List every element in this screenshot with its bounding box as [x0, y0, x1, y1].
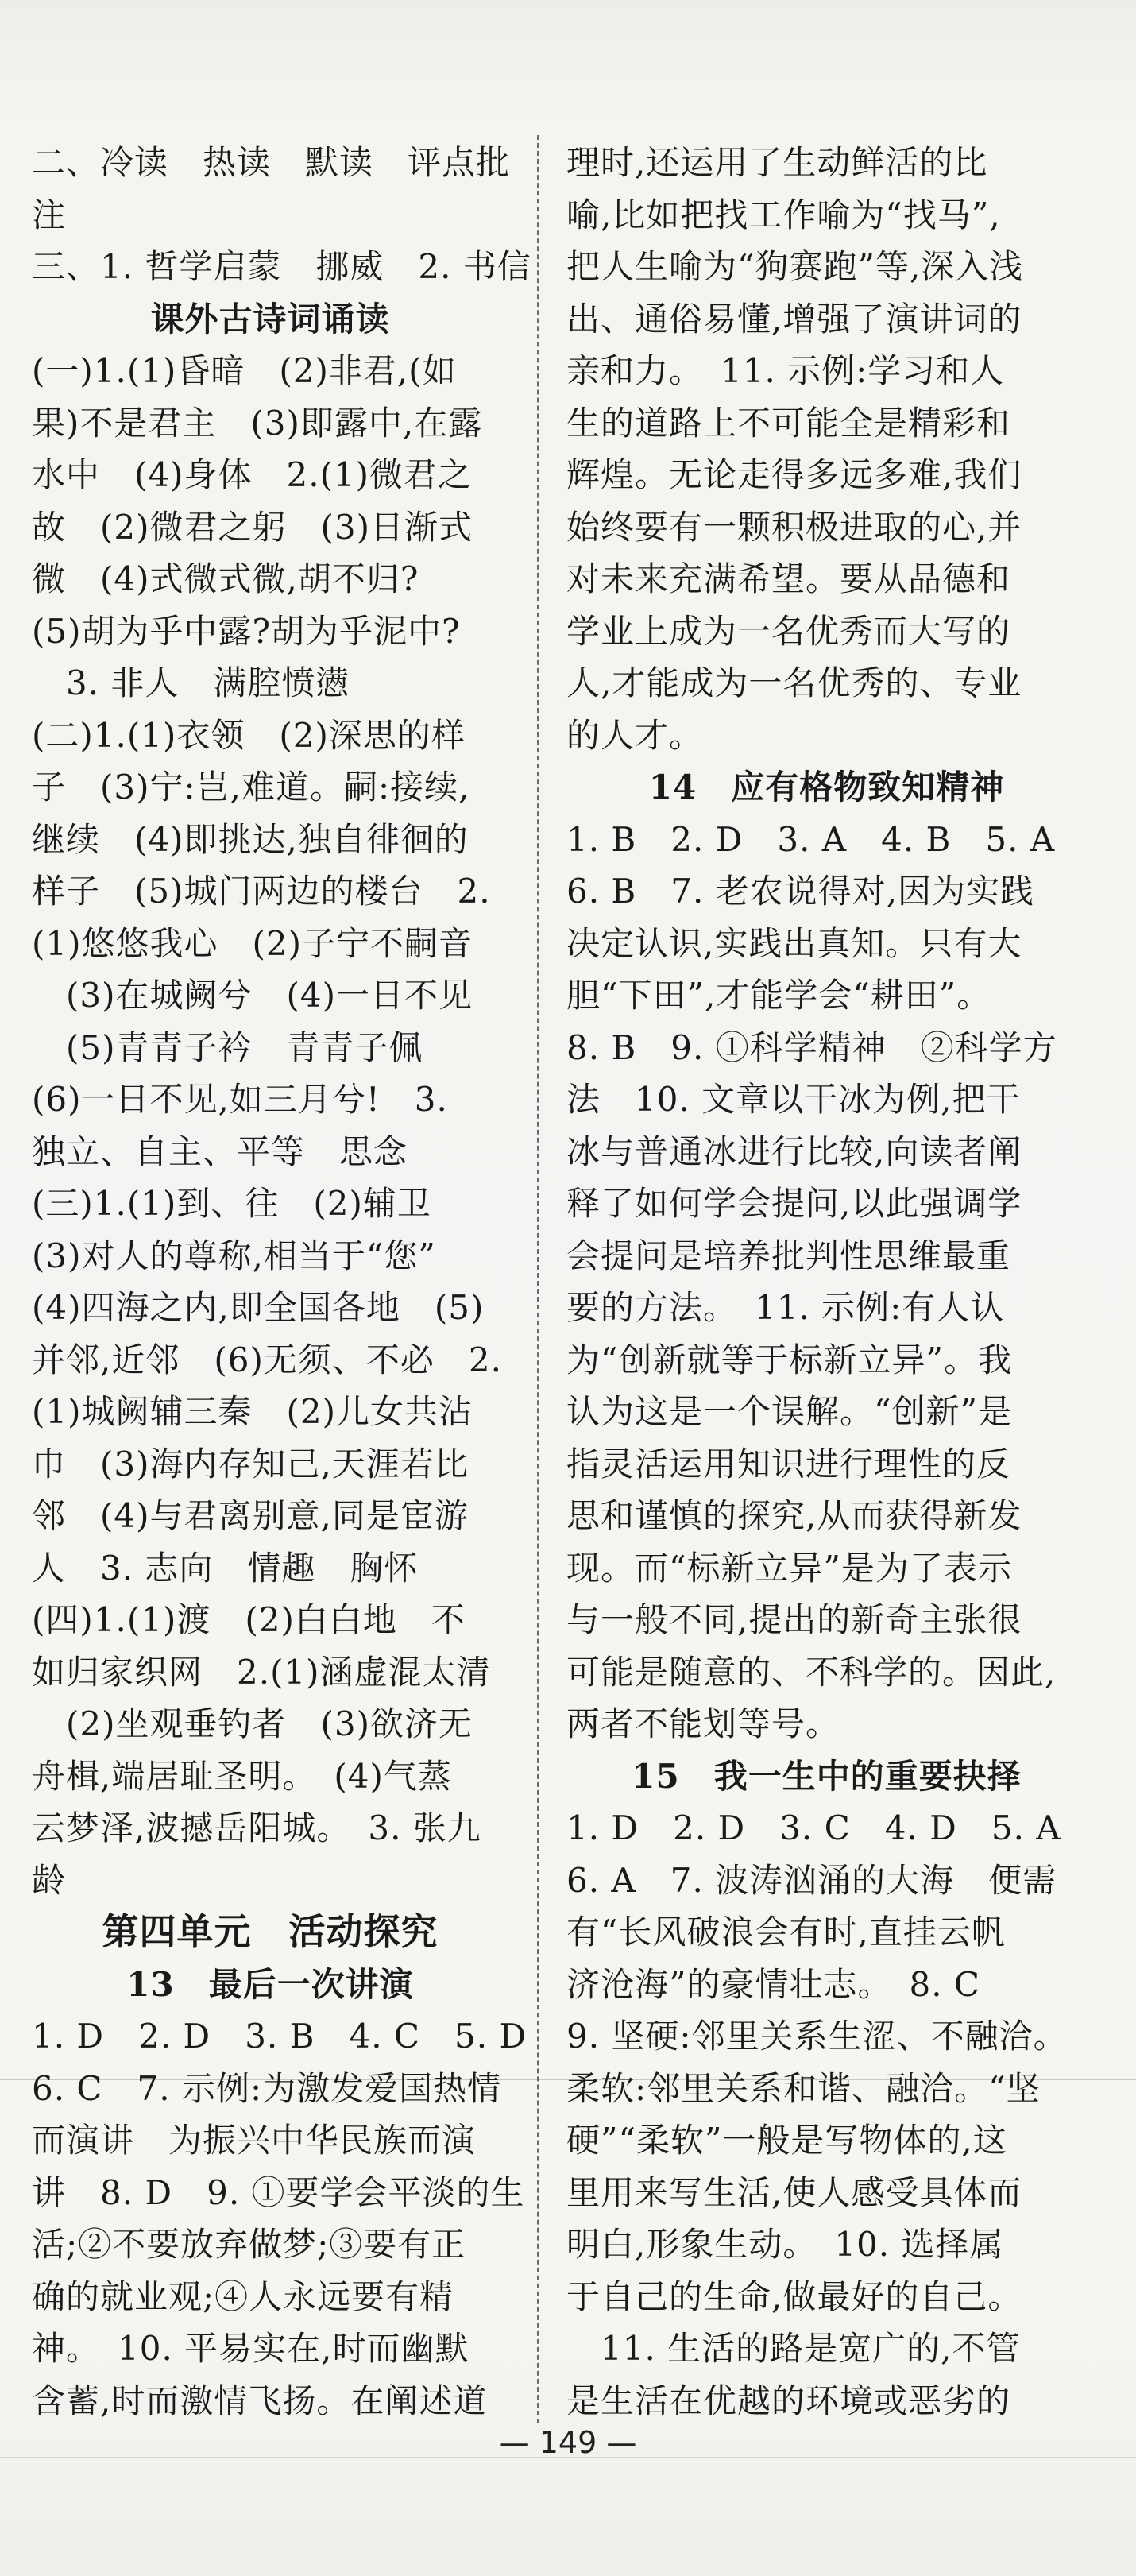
- right-text-line: 有“长风破浪会有时,直挂云帆: [566, 1913, 1006, 1951]
- right-text-line: 柔软:邻里关系和谐、融洽。“坚: [566, 2068, 1041, 2108]
- left-text-line: (5)青青子衿 青青子佩: [32, 1027, 423, 1067]
- right-text-line: 要的方法。 11. 示例:有人认: [566, 1288, 1005, 1327]
- right-text-line: 现。而“标新立异”是为了表示: [566, 1548, 1012, 1588]
- right-text-line: 与一般不同,提出的新奇主张很: [566, 1600, 1022, 1639]
- right-text-line: 的人才。: [566, 715, 704, 755]
- right-text-line: 把人生喻为“狗赛跑”等,深入浅: [566, 247, 1024, 286]
- left-text-line: (6)一日不见,如三月兮! 3.: [32, 1080, 448, 1119]
- right-text-line: 辉煌。无论走得多远多难,我们: [566, 455, 1022, 494]
- left-text-line: (1)悠悠我心 (2)子宁不嗣音: [32, 923, 473, 963]
- left-text-line: (2)坐观垂钓者 (3)欲济无: [32, 1704, 473, 1743]
- right-text-line: 明白,形象生动。 10. 选择属: [566, 2225, 1004, 2264]
- right-text-line: 济沧海”的豪情壮志。 8. C: [566, 1964, 981, 2004]
- left-text-line: 果)不是君主 (3)即露中,在露: [32, 403, 483, 443]
- right-text-line: 11. 生活的路是宽广的,不管: [566, 2329, 1021, 2368]
- right-text-line: 喻,比如把找工作喻为“找马”,: [566, 195, 1001, 234]
- right-text-line: 学业上成为一名优秀而大写的: [566, 611, 1011, 651]
- right-heading: 15 我一生中的重要抉择: [632, 1756, 1022, 1796]
- right-text-line: 是生活在优越的环境或恶劣的: [566, 2381, 1011, 2420]
- column-divider: [537, 135, 539, 2423]
- right-text-line: 出、通俗易懂,增强了演讲词的: [566, 299, 1022, 338]
- left-text-line: 龄: [32, 1860, 67, 1900]
- left-text-line: (3)在城阙兮 (4)一日不见: [32, 976, 473, 1015]
- right-text-line: 胆“下田”,才能学会“耕田”。: [566, 976, 991, 1015]
- left-text-line: 1. D 2. D 3. B 4. C 5. D: [32, 2017, 527, 2056]
- right-text-line: 法 10. 文章以干冰为例,把干: [566, 1080, 1021, 1119]
- right-text-line: 6. B 7. 老农说得对,因为实践: [566, 872, 1035, 911]
- right-text-line: 冰与普通冰进行比较,向读者阐: [566, 1131, 1022, 1171]
- right-text-line: 生的道路上不可能全是精彩和: [566, 403, 1011, 443]
- left-text-line: 确的就业观;④人永远要有精: [32, 2276, 454, 2316]
- right-text-line: 两者不能划等号。: [566, 1704, 840, 1743]
- right-text-line: 指灵活运用知识进行理性的反: [566, 1444, 1011, 1483]
- right-text-line: 里用来写生活,使人感受具体而: [566, 2172, 1022, 2212]
- left-heading: 第四单元 活动探究: [102, 1910, 439, 1953]
- left-text-line: 舟楫,端居耻圣明。 (4)气蒸: [32, 1756, 452, 1796]
- left-text-line: (4)四海之内,即全国各地 (5): [32, 1288, 485, 1327]
- left-text-line: 水中 (4)身体 2.(1)微君之: [32, 455, 473, 494]
- left-text-line: 独立、自主、平等 思念: [32, 1131, 408, 1171]
- right-column: [566, 137, 1087, 2427]
- left-text-line: (一)1.(1)昏暗 (2)非君,(如: [32, 351, 457, 390]
- right-text-line: 对未来充满希望。要从品德和: [566, 559, 1011, 598]
- left-text-line: 讲 8. D 9. ①要学会平淡的生: [32, 2172, 525, 2212]
- left-text-line: (1)城阙辅三秦 (2)儿女共沾: [32, 1392, 473, 1431]
- left-text-line: 活;②不要放弃做梦;③要有正: [32, 2225, 466, 2264]
- left-heading: 课外古诗词诵读: [150, 299, 390, 338]
- left-text-line: 并邻,近邻 (6)无须、不必 2.: [32, 1340, 502, 1379]
- right-text-line: 1. D 2. D 3. C 4. D 5. A: [566, 1808, 1061, 1847]
- right-text-line: 认为这是一个误解。“创新”是: [566, 1392, 1012, 1431]
- right-text-line: 6. A 7. 波涛汹涌的大海 便需: [566, 1860, 1057, 1900]
- left-text-line: 而演讲 为振兴中华民族而演: [32, 2121, 477, 2160]
- left-text-line: 注: [32, 195, 67, 234]
- left-text-line: 巾 (3)海内存知己,天涯若比: [32, 1444, 469, 1483]
- right-text-line: 理时,还运用了生动鲜活的比: [566, 143, 988, 182]
- left-text-line: (3)对人的尊称,相当于“您”: [32, 1236, 436, 1275]
- left-text-line: 邻 (4)与君离别意,同是宦游: [32, 1496, 469, 1535]
- left-text-line: 子 (3)宁:岂,难道。嗣:接续,: [32, 768, 470, 806]
- left-text-line: 故 (2)微君之躬 (3)日渐式: [32, 507, 473, 547]
- right-heading: 14 应有格物致知精神: [648, 768, 1005, 806]
- left-text-line: 如归家织网 2.(1)涵虚混太清: [32, 1652, 491, 1692]
- left-text-line: 神。 10. 平易实在,时而幽默: [32, 2329, 469, 2368]
- left-text-line: 三、1. 哲学启蒙 挪威 2. 书信: [32, 247, 531, 286]
- left-text-line: (5)胡为乎中露?胡为乎泥中?: [32, 611, 461, 651]
- left-text-line: 3. 非人 满腔愤懑: [32, 663, 350, 702]
- right-text-line: 思和谨慎的探究,从而获得新发: [566, 1496, 1022, 1535]
- right-text-line: 8. B 9. ①科学精神 ②科学方: [566, 1027, 1057, 1067]
- left-text-line: 微 (4)式微式微,胡不归?: [32, 559, 419, 598]
- right-text-line: 亲和力。 11. 示例:学习和人: [566, 351, 1005, 390]
- left-column: [32, 137, 531, 2427]
- right-text-line: 于自己的生命,做最好的自己。: [566, 2276, 1022, 2316]
- right-text-line: 为“创新就等于标新立异”。我: [566, 1340, 1012, 1379]
- right-text-line: 硬”“柔软”一般是写物体的,这: [566, 2121, 1007, 2160]
- right-text-line: 9. 坚硬:邻里关系生涩、不融洽。: [566, 2017, 1068, 2056]
- right-text-line: 释了如何学会提问,以此强调学: [566, 1184, 1022, 1223]
- left-heading: 13 最后一次讲演: [126, 1964, 414, 2004]
- right-text-line: 决定认识,实践出真知。只有大: [566, 923, 1022, 963]
- left-text-line: 继续 (4)即挑达,独自徘徊的: [32, 819, 469, 859]
- right-text-line: 始终要有一颗积极进取的心,并: [566, 507, 1022, 547]
- right-text-line: 会提问是培养批判性思维最重: [566, 1236, 1011, 1275]
- left-text-line: 6. C 7. 示例:为激发爱国热情: [32, 2068, 502, 2108]
- left-text-line: 人 3. 志向 情趣 胸怀: [32, 1548, 419, 1588]
- left-text-line: (二)1.(1)衣领 (2)深思的样: [32, 715, 466, 755]
- right-text-line: 可能是随意的、不科学的。因此,: [566, 1652, 1057, 1692]
- left-text-line: (四)1.(1)渡 (2)白白地 不: [32, 1600, 466, 1639]
- left-text-line: 云梦泽,波撼岳阳城。 3. 张九: [32, 1808, 481, 1847]
- left-text-line: 二、冷读 热读 默读 评点批: [32, 143, 511, 182]
- page-number: — 149 —: [499, 2425, 637, 2460]
- right-text-line: 1. B 2. D 3. A 4. B 5. A: [566, 819, 1056, 859]
- left-text-line: 样子 (5)城门两边的楼台 2.: [32, 872, 491, 911]
- left-text-line: (三)1.(1)到、往 (2)辅卫: [32, 1184, 431, 1223]
- right-text-line: 人,才能成为一名优秀的、专业: [566, 663, 1022, 702]
- left-text-line: 含蓄,时而激情飞扬。在阐述道: [32, 2381, 488, 2420]
